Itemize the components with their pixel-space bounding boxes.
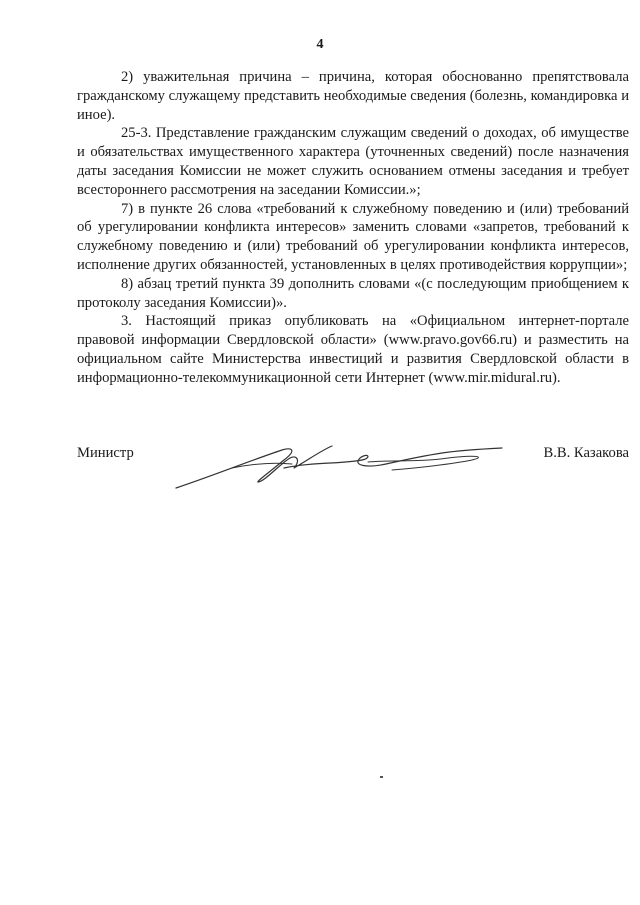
paragraph-item-7: 7) в пункте 26 слова «требований к служебному поведению и (или) требований об урегулировании конфликта интересов» заменить словами «запретов, требований к служебному поведению и (или) требований об урегулировании конфликта интересов, исполнение других обязанностей, установленных в целях противодействия коррупции»; [77, 200, 629, 273]
paragraph-publication: 3. Настоящий приказ опубликовать на «Официальном интернет-портале правовой информации Свердловской области» (www.pravo.gov66.ru) и разместить на официальном сайте Министерства инвестиций и развития Свердловской области в информационно-телекоммуникационной сети Интернет (www.mir.midural.ru). [77, 313, 629, 386]
signer-name: В.В. Казакова [543, 445, 629, 461]
signature-block [77, 438, 629, 498]
stray-mark [380, 776, 383, 778]
signer-title: Министр [77, 445, 134, 461]
paragraph-25-3: 25-3. Представление гражданским служащим сведений о доходах, об имуществе и обязательствах имущественного характера (уточненных сведений) после назначения даты заседания Комиссии не может служить основанием отмены заседания и требует всестороннего рассмотрения на заседании Комиссии.»; [77, 125, 629, 198]
handwritten-signature [172, 438, 512, 498]
paragraph-item-8: 8) абзац третий пункта 39 дополнить словами «(с последующим приобщением к протоколу заседания Комиссии)». [77, 275, 629, 311]
document-body [77, 68, 629, 388]
page-number: 4 [316, 37, 324, 52]
paragraph-valid-reason: 2) уважительная причина – причина, которая обоснованно препятствовала гражданскому служащему представить необходимые сведения (болезнь, командировка и иное). [77, 69, 629, 123]
